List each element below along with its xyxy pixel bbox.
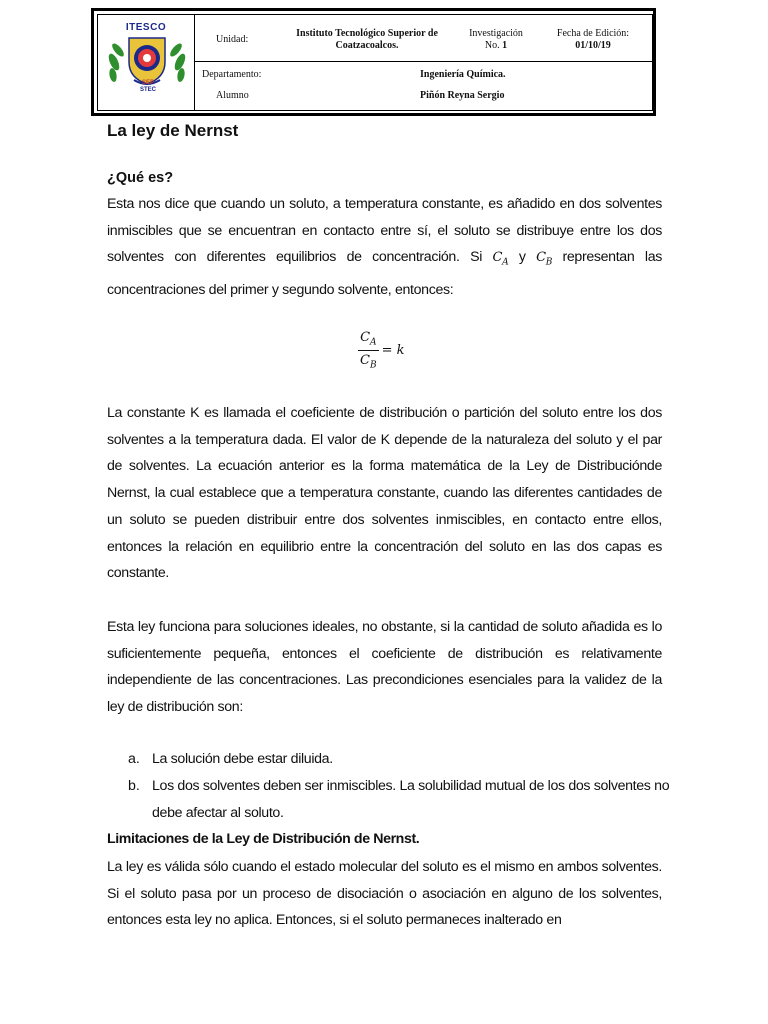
paragraph-1-y: y xyxy=(518,249,526,266)
alumno-label: Alumno xyxy=(216,90,249,101)
logo-title: ITESCO xyxy=(125,22,167,33)
list-item-b-marker: b. xyxy=(128,778,140,794)
document-title: La ley de Nernst xyxy=(107,121,239,140)
paragraph-1-text-a: Esta nos dice que cuando un soluto, a temperatura constante, es añadido en dos solventes inmiscibles que se encuentran en contacto entre sí, el soluto se distribuye entre los dos solventes con diferentes equilibrios de concentración. Si xyxy=(107,196,662,266)
symbol-cb: $C_B$ xyxy=(536,250,552,268)
header-divider-horizontal xyxy=(194,61,653,62)
institute-line-1: Instituto Tecnológico Superior de xyxy=(296,28,438,39)
departamento-label: Departamento: xyxy=(202,69,262,80)
list-item-b-text-1: Los dos solventes deben ser inmiscibles. La solubilidad mutual de los dos solventes no xyxy=(152,778,670,794)
fecha-value: 01/10/19 xyxy=(575,40,611,51)
logo-subtext-sep: SEP xyxy=(142,80,155,86)
paragraph-4: La ley es válida sólo cuando el estado molecular del soluto es el mismo en ambos solventes. Si el soluto pasa por un proceso de disociación o asociación en alguno de los solventes, entonces esta ley no aplica. Entonces, si el soluto permaneces inalterado en xyxy=(107,859,662,929)
fecha-label: Fecha de Edición: xyxy=(556,28,630,39)
list-item-a-text: La solución debe estar diluida. xyxy=(152,751,333,767)
alumno-value: Piñón Reyna Sergio xyxy=(420,90,505,101)
logo-subtext-stec: STEC xyxy=(140,87,157,93)
investigacion-label: Investigación xyxy=(469,28,523,39)
section-title: ¿Qué es? xyxy=(107,170,174,186)
paragraph-2: La constante K es llamada el coeficiente de distribución o partición del soluto entre los dos solventes a la temperatura dada. El valor de K depende de la naturaleza del soluto y el par de solventes. La ecuación anterior es la forma matemática de la Ley de Distribuciónde Nernst, la cual establece que a temperatura constante, cuando las diferentes cantidades de un soluto se pueden distribuir entre dos solventes inmiscibles, en contacto entre ellos, entonces la relación en equilibrio entre la concentración del soluto en las dos capas es constante. xyxy=(107,405,662,582)
investigacion-block xyxy=(460,28,532,52)
institute-name xyxy=(288,28,446,52)
list-item-b-text-2: debe afectar al soluto. xyxy=(152,805,284,821)
no-value: 1 xyxy=(502,40,508,51)
nernst-equation xyxy=(358,330,404,370)
institute-line-2: Coatzacoalcos. xyxy=(335,40,399,51)
equation-numerator: $C_A$ xyxy=(358,330,379,351)
investigacion-number xyxy=(460,40,532,52)
list-item-a-marker: a. xyxy=(128,751,140,767)
no-label: No. xyxy=(484,40,500,51)
fecha-block xyxy=(548,28,638,52)
paragraph-3: Esta ley funciona para soluciones ideales, no obstante, si la cantidad de soluto añadida es lo suficientemente pequeña, entonces el coeficiente de distribución es relativamente independiente de las concentraciones. Las precondiciones esenciales para la validez de la ley de distribución son: xyxy=(107,619,662,716)
paragraph-1-text-b: representan las concentraciones del primer y segundo solvente, entonces: xyxy=(107,249,662,298)
limitations-title: Limitaciones de la Ley de Distribución de Nernst. xyxy=(107,831,420,847)
equation-fraction xyxy=(358,330,379,370)
header-divider-vertical xyxy=(194,14,195,111)
equation-rhs: = k xyxy=(381,342,405,358)
symbol-ca: $C_A$ xyxy=(492,250,509,268)
unidad-label: Unidad: xyxy=(216,34,249,45)
paragraph-1 xyxy=(107,191,662,303)
departamento-value: Ingeniería Química. xyxy=(420,69,506,80)
equation-denominator: $C_B$ xyxy=(360,352,377,371)
logo-subtext xyxy=(104,80,188,94)
